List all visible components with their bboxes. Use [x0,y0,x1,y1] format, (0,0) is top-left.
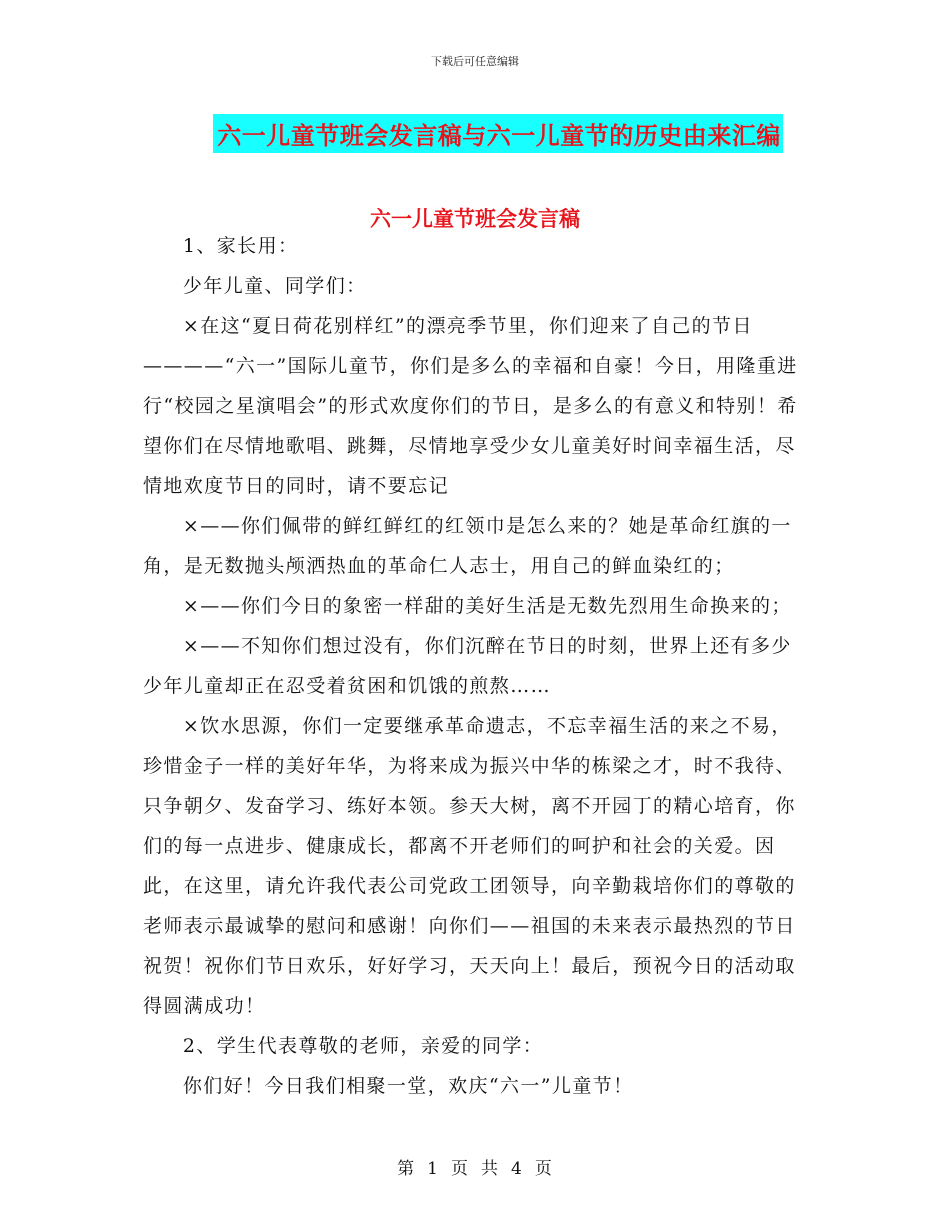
paragraph: ×饮水思源，你们一定要继承革命遗志，不忘幸福生活的来之不易，珍惜金子一样的美好年华，为将来成为振兴中华的栋梁之才，时不我待、只争朝夕、发奋学习、练好本领。参天大树，离不开园丁的精心培育，你们的每一点进步、健康成长，都离不开老师们的呵护和社会的关爱。因此，在这里，请允许我代表公司党政工团领导，向辛勤栽培你们的尊敬的老师表示最诚挚的慰问和感谢！向你们——祖国的未来表示最热烈的节日祝贺！祝你们节日欢乐，好好学习，天天向上！最后，预祝今日的活动取得圆满成功！ [143,715,796,1017]
footer-gong: 共 [481,1159,499,1179]
footer-ye: 页 [451,1159,469,1179]
section-title: 六一儿童节班会发言稿 [370,207,580,231]
paragraph: ×——你们佩带的鲜红鲜红的红领巾是怎么来的？她是革命红旗的一角，是无数抛头颅洒热血的革命仁人志士，用自己的鲜血染红的； [143,515,792,577]
paragraph: 少年儿童、同学们： [182,275,367,297]
footer-total-pages: 4 [511,1159,523,1179]
document-body [143,226,803,1106]
paragraph: 2、学生代表尊敬的老师，亲爱的同学： [182,1035,544,1057]
footer-ye: 页 [534,1159,553,1179]
page-header-note: 下载后可任意编辑 [431,55,519,68]
paragraph: ×——不知你们想过没有，你们沉醉在节日的时刻，世界上还有多少少年儿童却正在忍受着贫困和饥饿的煎熬…… [143,635,792,697]
footer-page-number: 1 [427,1159,439,1179]
document-title: 六一儿童节班会发言稿与六一儿童节的历史由来汇编 [213,114,783,153]
paragraph: ×——你们今日的象密一样甜的美好生活是无数先烈用生命换来的； [182,595,792,617]
paragraph: ×在这“夏日荷花别样红”的漂亮季节里，你们迎来了自己的节日————“六一”国际儿童节，你们是多么的幸福和自豪！今日，用隆重进行“校园之星演唱会”的形式欢度你们的节日，是多么的有意义和特别！希望你们在尽情地歌唱、跳舞，尽情地享受少女儿童美好时间幸福生活，尽情地欢度节日的同时，请不要忘记 [143,315,798,497]
footer-di: 第 [397,1159,416,1179]
paragraph: 你们好！今日我们相聚一堂，欢庆“六一”儿童节！ [182,1075,634,1097]
document-title-wrapper [0,114,950,153]
page-footer [0,1154,950,1179]
paragraph: 1、家长用： [182,235,299,257]
